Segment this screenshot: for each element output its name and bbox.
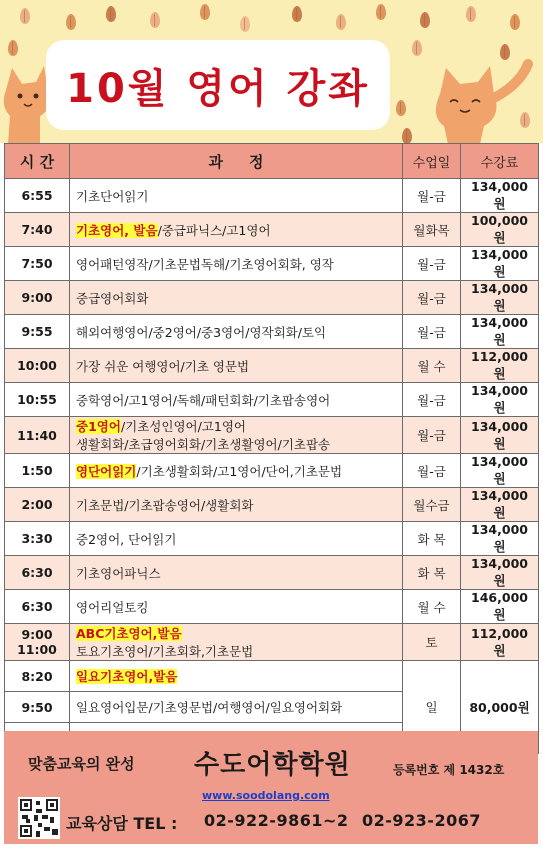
course-text: 가장 쉬운 여행영어/기초 영문법 [76, 358, 250, 374]
days-cell: 월 수 [403, 349, 461, 383]
time-cell [5, 590, 70, 624]
leaf-icon [420, 12, 430, 28]
table-row [5, 624, 539, 661]
time-text: 9:00 [21, 290, 53, 305]
time-cell: 9:50 [5, 692, 70, 723]
time-text: 3:30 [21, 531, 53, 546]
days-cell: 월-금 [403, 417, 461, 454]
time-text: 6:30 [21, 599, 53, 614]
fee-cell: 134,000원 [461, 315, 539, 349]
time-cell [5, 247, 70, 281]
leaf-icon [466, 6, 476, 22]
days-cell: 월화목 [403, 213, 461, 247]
fee-cell: 134,000원 [461, 281, 539, 315]
registration-number: 등록번호 제 1432호 [393, 763, 505, 777]
leaf-icon [336, 14, 346, 30]
days-cell: 월 수 [403, 590, 461, 624]
leaf-icon [106, 6, 116, 22]
time-text: 9:55 [21, 324, 53, 339]
time-cell [5, 417, 70, 454]
course-text: 영어리얼토킹 [76, 599, 149, 615]
header-banner [0, 0, 543, 143]
phone-primary[interactable]: 02-922-9861~2 [204, 811, 349, 830]
header-fee: 수강료 [461, 144, 539, 179]
course-text: 해외여행영어/중2영어/중3영어/영작회화/토익 [76, 324, 327, 340]
course-text: 중2영어, 단어읽기 [76, 531, 177, 547]
highlighted-course-text: 기초영어, 발음 [76, 222, 158, 238]
fee-cell: 134,000원 [461, 488, 539, 522]
course-cell [70, 692, 403, 723]
days-cell: 월수금 [403, 488, 461, 522]
days-cell: 월-금 [403, 315, 461, 349]
days-cell: 일 [403, 661, 461, 754]
highlighted-course-text: 영단어읽기 [76, 463, 137, 479]
fee-cell: 134,000원 [461, 179, 539, 213]
time-cell [5, 349, 70, 383]
time-text: 6:30 [21, 565, 53, 580]
time-text: 7:50 [21, 256, 53, 271]
cat-illustration-right [420, 54, 540, 143]
course-text-line2: 생활회화/초급영어회화/기초생활영어/기초팝송 [76, 437, 331, 452]
slogan: 맞춤교육의 완성 [28, 755, 135, 773]
qr-code-icon[interactable] [18, 797, 60, 839]
time-cell [5, 556, 70, 590]
leaf-icon [510, 14, 520, 30]
table-row [5, 349, 539, 383]
page-title: 10월 영어 강좌 [66, 65, 370, 112]
table-row [5, 417, 539, 454]
leaf-icon [20, 8, 30, 24]
time-text: 11:40 [17, 427, 57, 443]
days-cell: 화 목 [403, 556, 461, 590]
time-cell [5, 281, 70, 315]
time-text: 10:55 [17, 392, 57, 407]
fee-cell: 134,000원 [461, 522, 539, 556]
table-row [5, 383, 539, 417]
table-row [5, 213, 539, 247]
leaf-icon [66, 14, 76, 30]
table-row [5, 556, 539, 590]
table-row [5, 315, 539, 349]
time-cell [5, 454, 70, 488]
course-text: 기초문법/기초팝송영어/생활회화 [76, 497, 254, 513]
time-text: 7:40 [21, 222, 53, 237]
course-cell [70, 315, 403, 349]
days-cell: 화 목 [403, 522, 461, 556]
fee-cell: 112,000원 [461, 349, 539, 383]
time-text: 10:00 [17, 358, 57, 373]
course-cell [70, 624, 403, 661]
highlighted-course-text: 일요기초영어,발음 [76, 669, 178, 684]
table-row [5, 247, 539, 281]
academy-name: 수도어학학원 [194, 750, 351, 780]
days-cell: 월-금 [403, 179, 461, 213]
header-days: 수업일 [403, 144, 461, 179]
course-cell [70, 417, 403, 454]
course-text: /기초생활회화/고1영어/단어,기초문법 [136, 463, 343, 479]
days-cell: 토 [403, 624, 461, 661]
fee-cell: 134,000원 [461, 247, 539, 281]
header-course: 과 정 [70, 144, 403, 179]
days-cell: 월-금 [403, 383, 461, 417]
table-row [5, 454, 539, 488]
fee-cell: 112,000원 [461, 624, 539, 661]
course-cell [70, 590, 403, 624]
time-cell [5, 624, 70, 661]
leaf-icon [402, 128, 412, 143]
course-cell [70, 454, 403, 488]
fee-cell: 134,000원 [461, 556, 539, 590]
course-text: 일요영어입문/기초영문법/여행영어/일요영어회화 [76, 700, 343, 715]
footer-banner [4, 731, 538, 844]
time-text: 6:55 [21, 188, 53, 203]
days-cell: 월-금 [403, 247, 461, 281]
highlighted-course-text: ABC기초영어,발음 [76, 626, 182, 641]
fee-cell: 146,000원 [461, 590, 539, 624]
course-cell [70, 179, 403, 213]
header-time: 시 간 [5, 144, 70, 179]
time-text: 1:50 [21, 463, 53, 478]
time-cell [5, 522, 70, 556]
table-header-row [5, 144, 539, 179]
consult-label: 교육상담 TEL : [66, 814, 178, 833]
fee-cell: 134,000원 [461, 383, 539, 417]
table-row [5, 522, 539, 556]
time-cell: 8:20 [5, 661, 70, 692]
fee-cell: 80,000원 [461, 661, 539, 754]
time-cell [5, 383, 70, 417]
leaf-icon [292, 6, 302, 22]
table-row [5, 590, 539, 624]
fee-cell: 134,000원 [461, 454, 539, 488]
leaf-icon [8, 40, 18, 56]
leaf-icon [376, 4, 386, 20]
time-cell [5, 213, 70, 247]
course-text: 중학영어/고1영어/독해/패턴회화/기초팝송영어 [76, 392, 331, 408]
course-cell [70, 281, 403, 315]
leaf-icon [150, 12, 160, 28]
course-cell [70, 661, 403, 692]
course-text: /기초성인영어/고1영어 [120, 419, 246, 434]
time-cell [5, 488, 70, 522]
time-cell [5, 315, 70, 349]
course-cell [70, 556, 403, 590]
title-card [46, 40, 390, 130]
time-text: 2:00 [21, 497, 53, 512]
leaf-icon [240, 16, 250, 32]
table-row [5, 281, 539, 315]
table-row [5, 488, 539, 522]
highlighted-course-text: 중1영어 [76, 419, 121, 434]
course-text-line2: 토요기초영어/기초회화,기초문법 [76, 644, 254, 659]
days-cell: 월-금 [403, 281, 461, 315]
course-text: 기초영어파닉스 [76, 565, 161, 581]
course-text: /중급파닉스/고1영어 [157, 222, 271, 238]
fee-cell: 134,000원 [461, 417, 539, 454]
course-text: 중급영어회화 [76, 290, 149, 306]
leaf-icon [200, 4, 210, 20]
time-text-end: 11:00 [17, 642, 57, 657]
time-text: 9:00 [21, 627, 53, 642]
schedule-table [4, 143, 539, 754]
course-cell [70, 522, 403, 556]
days-cell: 월-금 [403, 454, 461, 488]
time-cell [5, 179, 70, 213]
course-text: 기초단어읽기 [76, 188, 149, 204]
course-cell [70, 213, 403, 247]
table-row [5, 179, 539, 213]
table-row [5, 661, 539, 692]
phone-secondary[interactable]: 02-923-2067 [362, 811, 481, 830]
course-cell [70, 247, 403, 281]
leaf-icon [396, 100, 406, 116]
course-cell [70, 349, 403, 383]
website-link[interactable]: www.soodolang.com [202, 789, 330, 802]
course-text: 영어패턴영작/기초문법독해/기초영어회화, 영작 [76, 256, 334, 272]
course-cell [70, 383, 403, 417]
fee-cell: 100,000원 [461, 213, 539, 247]
course-cell [70, 488, 403, 522]
